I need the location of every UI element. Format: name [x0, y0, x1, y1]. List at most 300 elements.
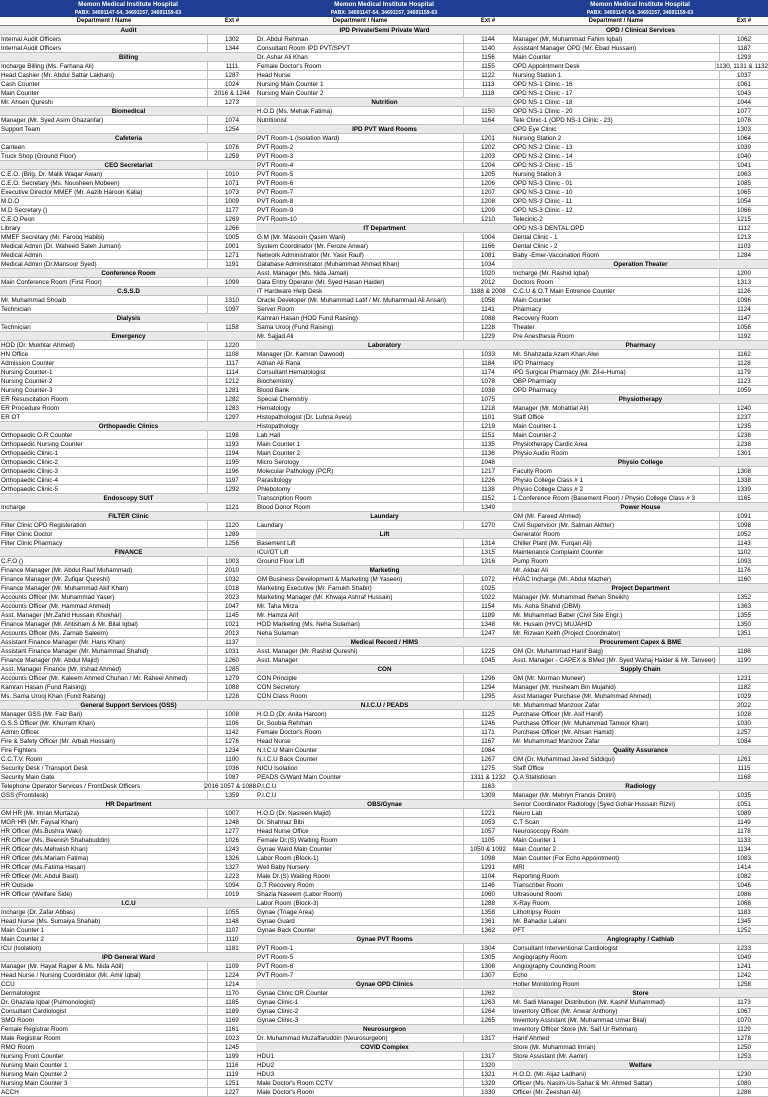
extension-number: 1284 [736, 252, 751, 259]
directory-row [256, 719, 512, 728]
extension-number: 1345 [736, 918, 751, 925]
extension-number: 1306 [480, 963, 495, 970]
extension-number: 1141 [481, 306, 495, 313]
contact-name: OPD NS-3 Clinic - 10 [512, 188, 720, 196]
directory-row [0, 1061, 256, 1070]
contact-name: HR Officer (Ms.Mariam Fatima) [0, 854, 208, 862]
contact-name: HR Officer (Ms.Fatima Hasan) [0, 863, 208, 871]
extension-number: 1126 [737, 288, 751, 295]
extension-number: 1067 [736, 1008, 751, 1015]
section-title: Emergency [111, 333, 146, 340]
contact-name: Transcription Room [256, 494, 464, 502]
contact-name: Marketing Manager (Mr. Khwaja Ashraf Hussain) [256, 593, 464, 601]
section-title: General Support Services (GSS) [80, 702, 177, 709]
pabx-numbers: PABX: 34691147-54, 34691157, 34691159-63 [74, 10, 182, 16]
directory-row [512, 890, 768, 899]
directory-row [256, 728, 512, 737]
contact-name: Nursing Main Counter 2 [256, 89, 464, 97]
section-title: Lift [379, 531, 390, 538]
directory-row [0, 359, 256, 368]
directory-row [512, 710, 768, 719]
section-title: Procurement Capex & BME [599, 639, 682, 646]
directory-row [256, 881, 512, 890]
extension-number: 1200 [736, 270, 751, 277]
extension-number: 1045 [480, 657, 495, 664]
contact-name: Pre Anesthesia Room [512, 332, 720, 340]
extension-number: 1032 [224, 576, 239, 583]
directory-row [512, 962, 768, 971]
directory-row [512, 440, 768, 449]
directory-row [0, 827, 256, 836]
directory-row [512, 629, 768, 638]
directory-row [0, 746, 256, 755]
directory-row [0, 377, 256, 386]
extension-number: 1121 [225, 504, 239, 511]
extension-number: 1021 [224, 621, 239, 628]
contact-name: G.S.S Officer (Mr. Khurram Khan) [0, 719, 208, 727]
contact-name: Echo [512, 971, 720, 979]
contact-name: Nursing Front Counter [0, 1052, 208, 1060]
section-heading [0, 953, 256, 962]
directory-row [0, 872, 256, 881]
contact-name: Nursing Counter-3 [0, 386, 208, 394]
section-title: Pharmacy [625, 342, 656, 349]
directory-row [256, 521, 512, 530]
ext-heading: Ext # [480, 18, 496, 24]
directory-row [512, 602, 768, 611]
contact-name: Gynae Guard [256, 917, 464, 925]
extension-number: 1007 [224, 810, 239, 817]
extension-number: 1193 [225, 441, 239, 448]
directory-column-1 [0, 0, 256, 1096]
contact-name: Asst. Manager (Mr.Zahid Hussain Khokhar) [0, 611, 208, 619]
directory-row [0, 251, 256, 260]
contact-name: PVT Room-1 (Isolation Ward) [256, 134, 464, 142]
directory-row [512, 314, 768, 323]
contact-name: Telecinic-2 [512, 215, 720, 223]
contact-name: Baby -Emer-Vaccination Room [512, 251, 720, 259]
directory-row [0, 80, 256, 89]
contact-name: Data Entry Operator (Mr. Syed Hasan Haider) [256, 278, 464, 286]
extension-number: 1146 [481, 882, 495, 889]
directory-row [0, 143, 256, 152]
extension-number: 1202 [480, 144, 495, 151]
extension-number: 1204 [480, 162, 495, 169]
directory-row [256, 602, 512, 611]
extension-number: 1119 [225, 1071, 239, 1078]
directory-row [256, 944, 512, 953]
directory-row [0, 341, 256, 350]
contact-name: Technician [0, 323, 208, 331]
contact-name: Sama Urooj (Fund Raising) [256, 323, 464, 331]
contact-name: Q.A Statistician [512, 773, 720, 781]
directory-row [512, 332, 768, 341]
extension-number: 1207 [480, 189, 495, 196]
contact-name: Civil Supervisor (Mr. Salman Akhter) [512, 521, 720, 529]
directory-row [0, 917, 256, 926]
section-heading [256, 224, 512, 233]
extension-number: 1117 [225, 360, 239, 367]
directory-row [512, 1070, 768, 1079]
directory-row [0, 962, 256, 971]
directory-row [256, 863, 512, 872]
contact-name: OPD NS-2 Clinic - 15 [512, 161, 720, 169]
contact-name: PVT Room-1 [256, 944, 464, 952]
extension-number: 1168 [737, 774, 751, 781]
directory-row [512, 422, 768, 431]
contact-name: Mr. Hamza Arif [256, 611, 464, 619]
extension-number: 1176 [737, 567, 751, 574]
contact-name: Mr. Rizwan Keith (Project Coordinator) [512, 629, 720, 637]
contact-name: Consultant Interventional Cardiologist [512, 944, 720, 952]
directory-row [256, 1007, 512, 1016]
contact-name: Officer (Mr. Zeeshan Ali) [512, 1088, 720, 1096]
contact-name: Store Assistant (Mr. Aamir) [512, 1052, 720, 1060]
contact-name: Telephone Operator Services / FrontDesk Officers [0, 782, 205, 790]
contact-name: Female Doctor's Room [256, 728, 464, 736]
extension-number: 1195 [225, 459, 239, 466]
section-heading [0, 548, 256, 557]
section-heading [256, 1025, 512, 1034]
contact-name: PVT Room-5 [256, 170, 464, 178]
directory-row [0, 755, 256, 764]
directory-row [512, 611, 768, 620]
extension-number: 1339 [736, 486, 751, 493]
extension-number: 1114 [225, 369, 239, 376]
extension-number: 1052 [736, 531, 751, 538]
directory-row [0, 656, 256, 665]
contact-name: Nursing Counter-1 [0, 368, 208, 376]
directory-row [0, 593, 256, 602]
directory-row [512, 125, 768, 134]
directory-row [256, 548, 512, 557]
extension-number: 1088 [480, 315, 495, 322]
extension-number: 2022 [736, 702, 751, 709]
extension-number: 1278 [736, 1035, 751, 1042]
contact-name: Manager (Mr. Mehryn Francis Dmitri) [512, 791, 720, 799]
extension-number: 1100 [225, 756, 239, 763]
extension-number: 1355 [736, 612, 751, 619]
directory-row [0, 1007, 256, 1016]
extension-number: 1177 [225, 207, 239, 214]
extension-number: 1037 [736, 72, 751, 79]
directory-row [256, 62, 512, 71]
contact-name: PVT Room-7 [256, 188, 464, 196]
contact-name: Histopathology [256, 422, 464, 430]
directory-row [0, 35, 256, 44]
directory-row [0, 1016, 256, 1025]
extension-number: 2010 [224, 567, 239, 574]
extension-number: 1162 [737, 351, 751, 358]
directory-row [512, 575, 768, 584]
extension-number: 1287 [224, 72, 239, 79]
directory-row [256, 485, 512, 494]
extension-number: 1257 [736, 729, 751, 736]
contact-name: Nursing Main Counter 1 [256, 80, 464, 88]
extension-number: 1142 [225, 729, 239, 736]
extension-number: 1080 [736, 1080, 751, 1087]
directory-row [0, 809, 256, 818]
directory-row [256, 1016, 512, 1025]
contact-name: Micro Serology [256, 458, 464, 466]
directory-row [0, 521, 256, 530]
directory-row [512, 359, 768, 368]
contact-name: Angiography Counding Room [512, 962, 720, 970]
extension-number: 1197 [225, 477, 239, 484]
contact-name: Gynae Clinic-3 [256, 1016, 464, 1024]
directory-row [256, 1088, 512, 1097]
extension-number: 1214 [224, 981, 239, 988]
directory-row [0, 611, 256, 620]
extension-number: 1187 [737, 45, 751, 52]
directory-row [0, 125, 256, 134]
directory-row [512, 143, 768, 152]
directory-row [512, 548, 768, 557]
directory-rows [256, 26, 512, 1097]
contact-name: Ms. Asha Shahid (DBM) [512, 602, 720, 610]
contact-name: C.E.O Peon [0, 215, 208, 223]
extension-number: 1237 [736, 414, 751, 421]
contact-name: CCU [0, 980, 208, 988]
extension-number: 1074 [224, 117, 239, 124]
extension-number: 1091 [736, 513, 751, 520]
contact-name: HR Outside [0, 881, 208, 889]
section-title: Operation Theater [613, 261, 668, 268]
contact-name: ACCH [0, 1088, 208, 1096]
directory-row [512, 1079, 768, 1088]
directory-row [256, 269, 512, 278]
extension-number: 1169 [225, 1017, 239, 1024]
extension-number: 1094 [224, 882, 239, 889]
directory-header [256, 0, 512, 17]
extension-number: 1281 [224, 387, 239, 394]
directory-row [256, 809, 512, 818]
contact-name: M.D Secretary () [0, 206, 208, 214]
contact-name: Female Dr.(S) Waiting Room [256, 836, 464, 844]
directory-row [0, 350, 256, 359]
directory-row [0, 71, 256, 80]
extension-number: 1108 [225, 351, 239, 358]
section-heading [512, 260, 768, 269]
extension-number: 1171 [481, 729, 495, 736]
directory-row [0, 170, 256, 179]
directory-row [512, 485, 768, 494]
extension-number: 1330 [480, 1089, 495, 1096]
directory-row [256, 296, 512, 305]
extension-number: 1155 [481, 63, 495, 70]
contact-name: ER OT [0, 413, 208, 421]
directory-row [256, 368, 512, 377]
directory-row [0, 980, 256, 989]
extension-number: 1231 [736, 675, 751, 682]
extension-number: 1221 [480, 810, 495, 817]
extension-number: 1163 [481, 783, 495, 790]
contact-name: Consultant Hematologist [256, 368, 464, 376]
extension-number: 1338 [736, 477, 751, 484]
extension-number: 1137 [225, 639, 239, 646]
extension-number: 1099 [224, 279, 239, 286]
contact-name: Dr. Muhammad Muzaffaruddin (Neurosurgeon) [256, 1034, 464, 1042]
directory-row [256, 323, 512, 332]
hospital-title: Memon Medical Institute Hospital [78, 1, 178, 8]
directory-row [256, 404, 512, 413]
section-heading [512, 665, 768, 674]
contact-name: Lithotripsy Room [512, 908, 720, 916]
contact-name: Manager (Mr. Muhammad Rehan Sheikh) [512, 593, 720, 601]
hospital-title: Memon Medical Institute Hospital [334, 1, 434, 8]
contact-name: Nutritionist [256, 116, 464, 124]
contact-name: Dr. Shahnaz Bibi [256, 818, 464, 826]
extension-number: 1025 [480, 585, 495, 592]
extension-number: 1327 [224, 864, 239, 871]
contact-name: Manager GSS (Mr. Faiz Bari) [0, 710, 208, 718]
contact-name: Medical Admin (Dr.Mansoor Syed) [0, 260, 208, 268]
directory-row [512, 737, 768, 746]
contact-name: 1 Conference Room (Basement Floor) / Physio College Class # 3 [512, 494, 720, 502]
extension-number: 1039 [736, 144, 751, 151]
section-heading [0, 53, 256, 62]
section-title: Store [632, 990, 649, 997]
extension-number: 1192 [737, 333, 751, 340]
directory-row [0, 233, 256, 242]
extension-number: 1301 [736, 450, 751, 457]
contact-name: Asst Manager Purchase (Mr. Muhammad Ahmed) [512, 692, 720, 700]
extension-number: 1048 [480, 459, 495, 466]
section-title: Laundary [370, 513, 399, 520]
section-title: Welfare [629, 1062, 652, 1069]
extension-number: 1103 [737, 243, 751, 250]
contact-name: Neuro Lab [512, 809, 720, 817]
section-heading [0, 26, 256, 35]
extension-number: 1269 [224, 216, 239, 223]
contact-name: PVT Room-6 [256, 179, 464, 187]
contact-name: Finance Manager (Mr. Ahtisham & Mr. Bilal Iqbal) [0, 620, 208, 628]
column-headings [256, 17, 512, 26]
extension-number: 1078 [736, 117, 751, 124]
section-title: N.I.C.U / PEADS [360, 702, 409, 709]
contact-name: MRI [512, 863, 720, 871]
extension-number: 1135 [481, 441, 495, 448]
section-title: IPD Private/Semi Private Ward [339, 27, 430, 34]
section-heading [256, 26, 512, 35]
column-headings [512, 17, 768, 26]
extension-number: 1096 [736, 297, 751, 304]
directory-row [512, 980, 768, 989]
extension-number: 1317 [480, 1035, 495, 1042]
directory-row [0, 197, 256, 206]
section-heading [256, 935, 512, 944]
directory-row [512, 1088, 768, 1097]
contact-name: PVT Room-8 [256, 197, 464, 205]
contact-name: Assistant Finance Manager (Mr. Muhammad Shahid) [0, 647, 208, 655]
extension-number: 2023 [224, 594, 239, 601]
contact-name: Mr. Husain (HVC) MUJAHID [512, 620, 720, 628]
extension-number: 1004 [480, 234, 495, 241]
extension-number: 1084 [736, 738, 751, 745]
extension-number: 1113 [481, 81, 495, 88]
extension-number: 1243 [224, 846, 239, 853]
extension-number: 1251 [224, 1080, 239, 1087]
directory-row [256, 143, 512, 152]
contact-name: Technician [0, 305, 208, 313]
contact-name: Physio College Class # 1 [512, 476, 720, 484]
directory-row [0, 602, 256, 611]
directory-row [256, 215, 512, 224]
directory-row [0, 386, 256, 395]
contact-name: Main Counter [512, 53, 720, 61]
extension-number: 1115 [737, 765, 751, 772]
contact-name: Fire Fighters [0, 746, 208, 754]
extension-number: 1111 [225, 63, 239, 70]
extension-number: 1138 [481, 486, 495, 493]
extension-number: 1359 [224, 792, 239, 799]
contact-name: X-Ray Room [512, 899, 720, 907]
extension-number: 1270 [480, 522, 495, 529]
extension-number: 1133 [737, 837, 751, 844]
contact-name: Nursing Counter-2 [0, 377, 208, 385]
extension-number: 1058 [480, 297, 495, 304]
contact-name: Angiography Room [512, 953, 720, 961]
directory-row [0, 1079, 256, 1088]
directory-row [0, 764, 256, 773]
directory-row [256, 89, 512, 98]
directory-row [512, 512, 768, 521]
contact-name: Tele Clinic-1 (OPD NS-1 Clinic - 23) [512, 116, 720, 124]
directory-row [512, 404, 768, 413]
directory-row [256, 422, 512, 431]
directory-header [0, 0, 256, 17]
section-heading [0, 134, 256, 143]
contact-name: Asst. Manager - CAPEX & BMed (Mr. Syed Wahaj Haider & Mr. Tanveer) [512, 656, 720, 664]
extension-number: 1140 [481, 45, 495, 52]
directory-row [0, 449, 256, 458]
extension-number: 1225 [480, 648, 495, 655]
contact-name: Support Team [0, 125, 208, 133]
directory-row [0, 152, 256, 161]
contact-name: Biochemistry [256, 377, 464, 385]
extension-number: 1279 [224, 675, 239, 682]
contact-name: Recovery Room [512, 314, 720, 322]
extension-number: 1253 [736, 1053, 751, 1060]
contact-name: Main Counter 1 [0, 926, 208, 934]
contact-name: Orthopaedic Clinic-3 [0, 467, 208, 475]
extension-number: 1198 [225, 432, 239, 439]
contact-name: Admin Officer [0, 728, 208, 736]
contact-name: Incharge [0, 503, 208, 511]
directory-row [512, 62, 768, 71]
extension-number: 1053 [480, 819, 495, 826]
directory-row [256, 998, 512, 1007]
directory-row [256, 836, 512, 845]
directory-row [512, 881, 768, 890]
extension-number: 1068 [736, 900, 751, 907]
contact-name: Nursing Station 1 [512, 71, 720, 79]
contact-name: Security Desk / Transport Desk [0, 764, 208, 772]
contact-name: OPD NS-3 DENTAL OPD [512, 224, 720, 232]
directory-column-2 [256, 0, 512, 1096]
extension-number: 1082 [736, 873, 751, 880]
section-title: Billing [118, 54, 139, 61]
extension-number: 1033 [480, 351, 495, 358]
directory-row [512, 899, 768, 908]
extension-number: 1077 [736, 108, 751, 115]
directory-rows [0, 26, 256, 1097]
directory-row [256, 467, 512, 476]
extension-number: 1050 & 1092 [470, 846, 506, 853]
contact-name: HDU2 [256, 1061, 464, 1069]
extension-number: 1291 [480, 864, 495, 871]
directory-row [512, 917, 768, 926]
